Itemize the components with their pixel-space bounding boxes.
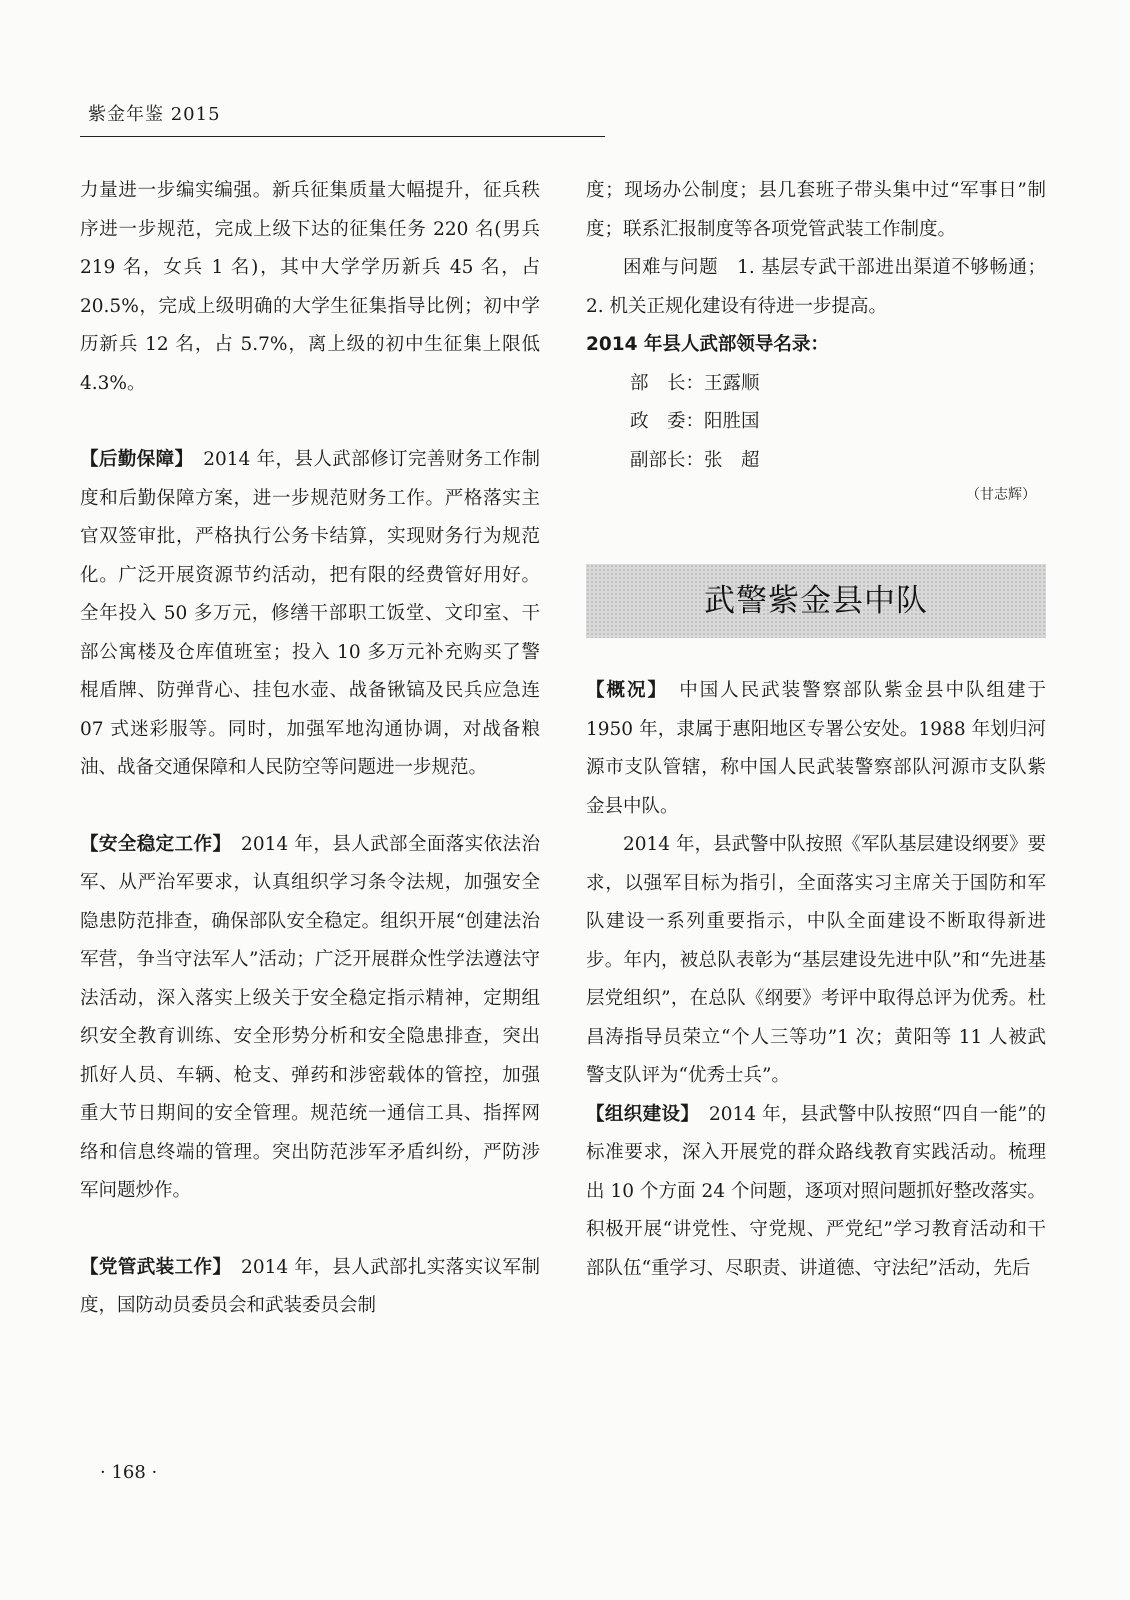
paragraph-logistics bbox=[80, 441, 540, 788]
paragraph-problems bbox=[586, 249, 1046, 326]
organization-text: 2014 年，县武警中队按照“四自一能”的标准要求，深入开展党的群众路线教育实践活动。梳理出 10 个方面 24 个问题，逐项对照问题抓好整改落实。积极开展“讲党性、守党规、严党纪”学习教育活动和干部队伍“重学习、尽职责、讲道德、守法纪”活动，先后 bbox=[586, 1103, 1046, 1279]
section-keyword-logistics: 【后勤保障】 bbox=[80, 449, 185, 470]
leader-item: 部 长：王露顺 bbox=[630, 372, 760, 394]
leaders-title: 2014 年县人武部领导名录： bbox=[586, 334, 829, 355]
author-credit: （甘志辉） bbox=[966, 487, 1036, 503]
section-keyword-overview: 【概况】 bbox=[586, 680, 659, 701]
right-column bbox=[586, 172, 1046, 1288]
party-text: 2014 年，县人武部扎实落实议军制度，国防动员委员会和武装委员会制 bbox=[80, 1256, 540, 1316]
page-number: · 168 · bbox=[100, 1462, 158, 1483]
section-keyword-party: 【党管武装工作】 bbox=[80, 1256, 223, 1278]
leader-item: 副部长：张 超 bbox=[630, 449, 760, 471]
problems-text: 1. 基层专武干部进出渠道不够畅通；2. 机关正规化建设有待进一步提高。 bbox=[586, 257, 1046, 317]
leader-item: 政 委：阳胜国 bbox=[630, 411, 760, 432]
section-keyword-safety: 【安全稳定工作】 bbox=[80, 833, 223, 855]
paragraph-party-armed bbox=[80, 1249, 540, 1326]
section-banner-title: 武警紫金县中队 bbox=[704, 582, 928, 619]
header-rule bbox=[80, 136, 605, 137]
running-header: 紫金年鉴 2015 bbox=[88, 104, 221, 125]
overview-text: 中国人民武装警察部队紫金县中队组建于 1950 年，隶属于惠阳地区专署公安处。1988 年划归河源市支队管辖，称中国人民武装警察部队河源市支队紫金县中队。 bbox=[586, 680, 1046, 817]
paragraph-party-cont: 度；现场办公制度；县几套班子带头集中过“军事日”制度；联系汇报制度等各项党管武装工作制度。 bbox=[586, 180, 1046, 240]
section-keyword-organization: 【组织建设】 bbox=[586, 1103, 691, 1125]
paragraph-recruitment: 力量进一步编实编强。新兵征集质量大幅提升，征兵秩序进一步规范，完成上级下达的征集任务 220 名(男兵 219 名，女兵 1 名)，其中大学学历新兵 45 名，占 20.5%，完成上级明确的大学生征集指导比例；初中学历新兵 12 名，占 5.7%，离上级的初中生征集上限低 4.3%。 bbox=[80, 180, 540, 394]
paragraph-safety bbox=[80, 826, 540, 1211]
safety-text: 2014 年，县人武部全面落实依法治军、从严治军要求，认真组织学习条令法规，加强安全隐患防范排查，确保部队安全稳定。组织开展“创建法治军营，争当守法军人”活动；广泛开展群众性学法遵法守法活动，深入落实上级关于安全稳定指示精神，定期组织安全教育训练、安全形势分析和安全隐患排查，突出抓好人员、车辆、枪支、弹药和涉密载体的管控，加强重大节日期间的安全管理。规范统一通信工具、指挥网络和信息终端的管理。突出防范涉军矛盾纠纷，严防涉军问题炒作。 bbox=[80, 833, 540, 1201]
paragraph-overview bbox=[586, 672, 1046, 826]
problems-keyword: 困难与问题 bbox=[623, 257, 719, 278]
paragraph-overview-2: 2014 年，县武警中队按照《军队基层建设纲要》要求，以强军目标为指引，全面落实习主席关于国防和军队建设一系列重要指示，中队全面建设不断取得新进步。年内，被总队表彰为“基层建设先进中队”和“先进基层党组织”，在总队《纲要》考评中取得总评为优秀。杜昌涛指导员荣立“个人三等功”1 次；黄阳等 11 人被武警支队评为“优秀士兵”。 bbox=[586, 834, 1046, 1086]
section-banner bbox=[586, 564, 1046, 638]
logistics-text: 2014 年，县人武部修订完善财务工作制度和后勤保障方案，进一步规范财务工作。严格落实主官双签审批，严格执行公务卡结算，实现财务行为规范化。广泛开展资源节约活动，把有限的经费管好用好。全年投入 50 多万元，修缮干部职工饭堂、文印室、干部公寓楼及仓库值班室；投入 10 多万元补充购买了警棍盾牌、防弹背心、挂包水壶、战备锹镐及民兵应急连 07 式迷彩服等。同时，加强军地沟通协调，对战备粮油、战备交通保障和人民防空等问题进一步规范。 bbox=[80, 449, 540, 778]
left-column bbox=[80, 172, 540, 1326]
paragraph-organization bbox=[586, 1096, 1046, 1289]
